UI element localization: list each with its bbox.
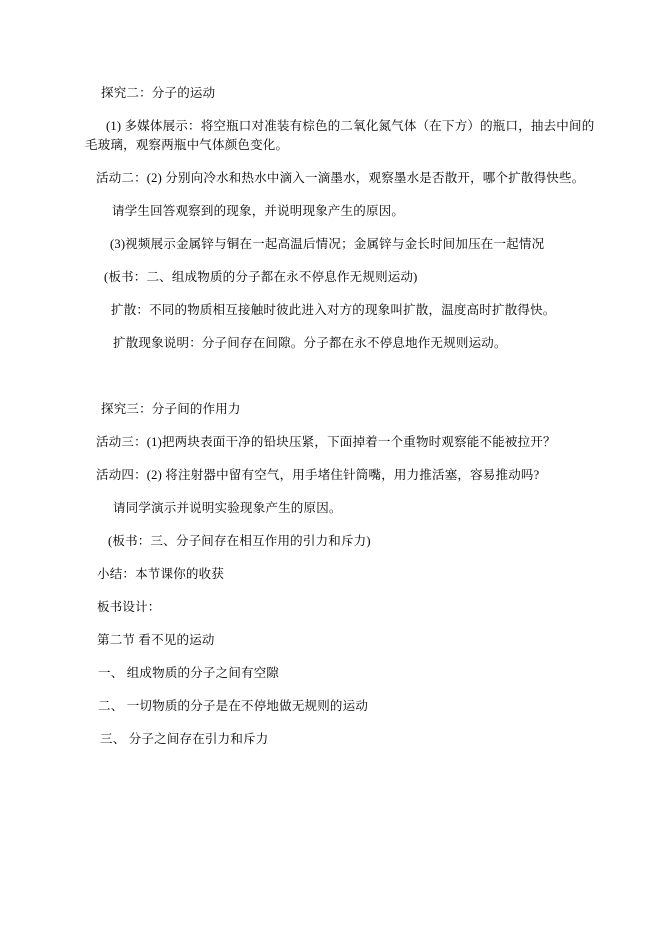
blank-line [85,367,641,386]
paragraph-diffusion-explain: 扩散现象说明：分子间存在间隙。分子都在永不停息地作无规则运动。 [113,336,507,350]
list-item-3: 三、 分子之间存在引力和斥力 [100,732,269,746]
paragraph-student-demo: 请同学演示并说明实验现象产生的原因。 [113,501,342,515]
paragraph-activity-2: 活动二：(2) 分别向冷水和热水中滴入一滴墨水，观察墨水是否散开，哪个扩散得快些。 [96,171,585,185]
paragraph-multimedia-demo-line-1: (1) 多媒体展示：将空瓶口对准装有棕色的二氧化氮气体（在下方）的瓶口，抽去中间的 [106,119,595,133]
paragraph-board-note-3: (板书：三、分子间存在相互作用的引力和斥力) [108,534,371,548]
section-heading-inquiry-2: 探究二：分子的运动 [101,86,216,100]
paragraph-video-demo: (3)视频展示金属锌与铜在一起高温后情况；金属锌与金长时间加压在一起情况 [110,237,545,251]
list-item-1: 一、 组成物质的分子之间有空隙 [98,666,280,680]
paragraph-board-note-2: (板书：二、组成物质的分子都在永不停息作无规则运动) [104,270,418,284]
paragraph-section-title: 第二节 看不见的运动 [97,633,215,647]
paragraph-summary: 小结：本节课你的收获 [97,567,225,581]
paragraph-student-answer: 请学生回答观察到的现象，并说明现象产生的原因。 [112,204,405,218]
paragraph-activity-3: 活动三：(1)把两块表面干净的铅块压紧，下面掉着一个重物时观察能不能被拉开？ [96,435,556,449]
paragraph-multimedia-demo-line-2: 毛玻璃，观察两瓶中气体颜色变化。 [85,138,289,152]
section-heading-inquiry-3: 探究三：分子间的作用力 [101,402,241,416]
list-item-2: 二、 一切物质的分子是在不停地做无规则的运动 [98,699,369,713]
paragraph-activity-4: 活动四：(2) 将注射器中留有空气，用手堵住针筒嘴，用力推活塞，容易推动吗? [96,468,540,482]
paragraph-board-design: 板书设计： [97,600,161,614]
paragraph-diffusion-def: 扩散：不同的物质相互接触时彼此进入对方的现象叫扩散，温度高时扩散得快。 [111,303,556,317]
